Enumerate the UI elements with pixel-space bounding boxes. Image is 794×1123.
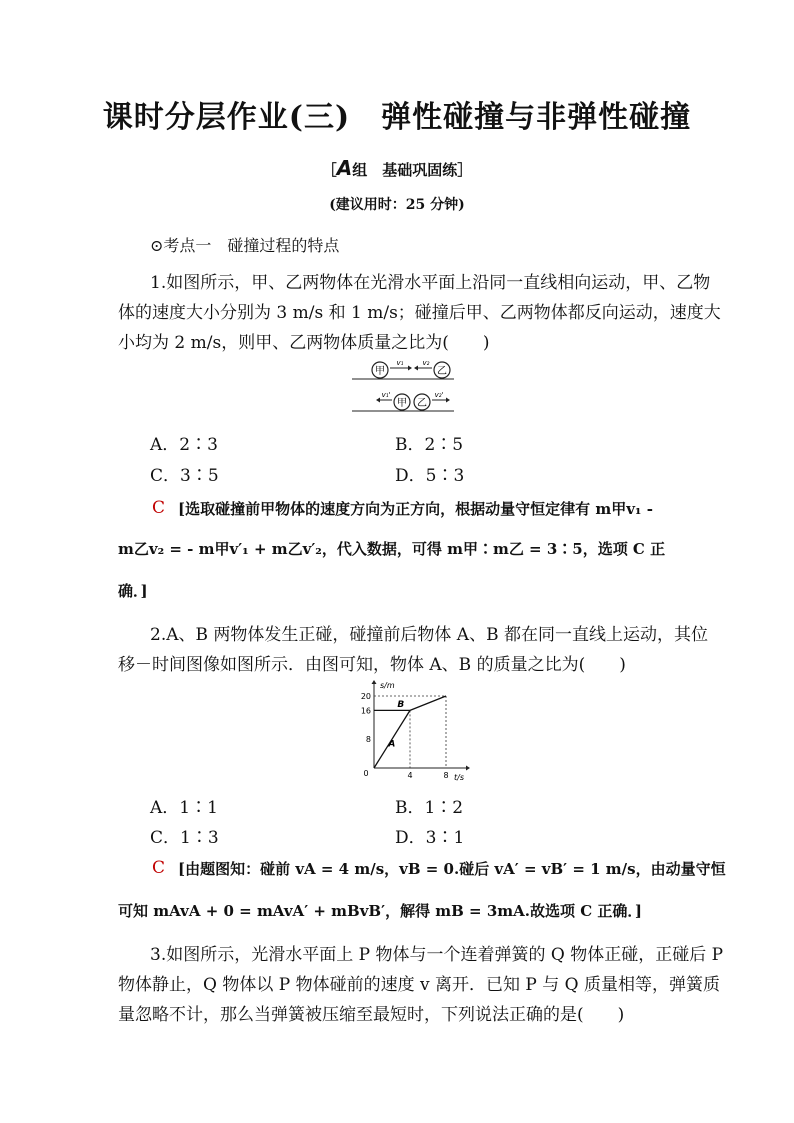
q1-after-collision bbox=[352, 391, 454, 411]
time-note: (建议用时：25 分钟) bbox=[329, 197, 465, 213]
v1p-arrowhead bbox=[376, 398, 380, 403]
series-label-b: B bbox=[397, 699, 405, 710]
section-icon: ⊙ bbox=[150, 236, 164, 255]
q3-line-1: 3.如图所示，光滑水平面上 P 物体与一个连着弹簧的 Q 物体正碰，正碰后 P bbox=[150, 945, 724, 965]
section-label: 考点一 碰撞过程的特点 bbox=[163, 236, 340, 255]
q2-option-c: C．1∶3 bbox=[150, 828, 219, 848]
q1-answer: C bbox=[152, 498, 166, 518]
y-axis-arrowhead bbox=[372, 680, 377, 684]
v2-arrowhead bbox=[414, 366, 418, 371]
q2-option-b: B．1∶2 bbox=[395, 798, 464, 818]
group-letter: A bbox=[336, 156, 353, 180]
v2p-label: v₂' bbox=[434, 391, 444, 399]
v1-label: v₁ bbox=[396, 359, 404, 367]
q1-line-2: 体的速度大小分别为 3 m/s 和 1 m/s；碰撞后甲、乙两物体都反向运动，速度大 bbox=[118, 303, 721, 323]
q2-st-chart bbox=[352, 676, 474, 782]
q2-line-1: 2.A、B 两物体发生正碰，碰撞前后物体 A、B 都在同一直线上运动，其位 bbox=[150, 625, 708, 645]
x-tick-label: 4 bbox=[407, 771, 413, 780]
origin-label: 0 bbox=[363, 769, 369, 778]
q1-before-collision bbox=[352, 359, 454, 379]
q2-answer: C bbox=[152, 858, 166, 878]
y-tick-label: 20 bbox=[360, 692, 371, 701]
q3-line-2: 物体静止，Q 物体以 P 物体碰前的速度 v 离开．已知 P 与 Q 质量相等，弹簧质 bbox=[118, 975, 720, 995]
y-tick-label: 16 bbox=[360, 706, 371, 716]
x-axis-arrowhead bbox=[466, 766, 470, 771]
page-title: 课时分层作业(三) 弹性碰撞与非弹性碰撞 bbox=[102, 100, 692, 135]
q1-figure bbox=[350, 356, 456, 416]
q1-explain-2: m乙v₂ = - m甲v′₁ + m乙v′₂，代入数据，可得 m甲∶m乙 = 3∶5，选项 C 正 bbox=[118, 540, 666, 558]
group-heading bbox=[0, 156, 794, 180]
v2p-arrowhead bbox=[446, 398, 450, 403]
q3-line-3: 量忽略不计，那么当弹簧被压缩至最短时，下列说法正确的是( ) bbox=[118, 1005, 625, 1025]
bracket-left: ［ bbox=[321, 161, 337, 179]
jia-label: 甲 bbox=[375, 366, 385, 377]
yi-label-after: 乙 bbox=[417, 398, 427, 409]
q1-line-3: 小均为 2 m/s，则甲、乙两物体质量之比为( ) bbox=[118, 333, 490, 353]
v1p-label: v₁' bbox=[381, 391, 391, 399]
y-axis-label: s/m bbox=[380, 681, 395, 690]
q1-option-b: B．2∶5 bbox=[395, 435, 464, 455]
v2-label: v₂ bbox=[422, 359, 430, 367]
q2-option-d: D．3∶1 bbox=[395, 828, 465, 848]
yi-label: 乙 bbox=[437, 366, 447, 377]
q1-explain-1: [选取碰撞前甲物体的速度方向为正方向，根据动量守恒定律有 m甲v₁ - bbox=[178, 500, 653, 518]
q1-explain-3: 确．] bbox=[118, 582, 148, 600]
section-heading bbox=[150, 233, 339, 256]
y-tick-label: 8 bbox=[365, 735, 371, 745]
v1-arrowhead bbox=[408, 366, 412, 371]
q2-explain-1: [由题图知：碰前 vA = 4 m/s，vB = 0.碰后 vA′ = vB′ = 1 m/s，由动量守恒 bbox=[178, 860, 726, 878]
series-label-a: A bbox=[388, 739, 396, 750]
series-line-3 bbox=[410, 696, 446, 710]
jia-label-after: 甲 bbox=[397, 398, 407, 409]
x-tick-label: 8 bbox=[443, 771, 449, 780]
q1-option-c: C．3∶5 bbox=[150, 466, 219, 486]
q2-explain-2: 可知 mAvA + 0 = mAvA′ + mBvB′，解得 mB = 3mA.故选项 C 正确．] bbox=[118, 902, 642, 920]
x-axis-label: t/s bbox=[454, 773, 464, 782]
bracket-right: ］ bbox=[457, 161, 473, 179]
q1-option-a: A．2∶3 bbox=[150, 435, 218, 455]
q2-line-2: 移－时间图像如图所示．由图可知，物体 A、B 的质量之比为( ) bbox=[118, 655, 626, 675]
q1-line-1: 1.如图所示，甲、乙两物体在光滑水平面上沿同一直线相向运动，甲、乙物 bbox=[150, 273, 711, 293]
q1-option-d: D．5∶3 bbox=[395, 466, 465, 486]
group-label: 组 基础巩固练 bbox=[352, 161, 458, 179]
q2-option-a: A．1∶1 bbox=[150, 798, 218, 818]
